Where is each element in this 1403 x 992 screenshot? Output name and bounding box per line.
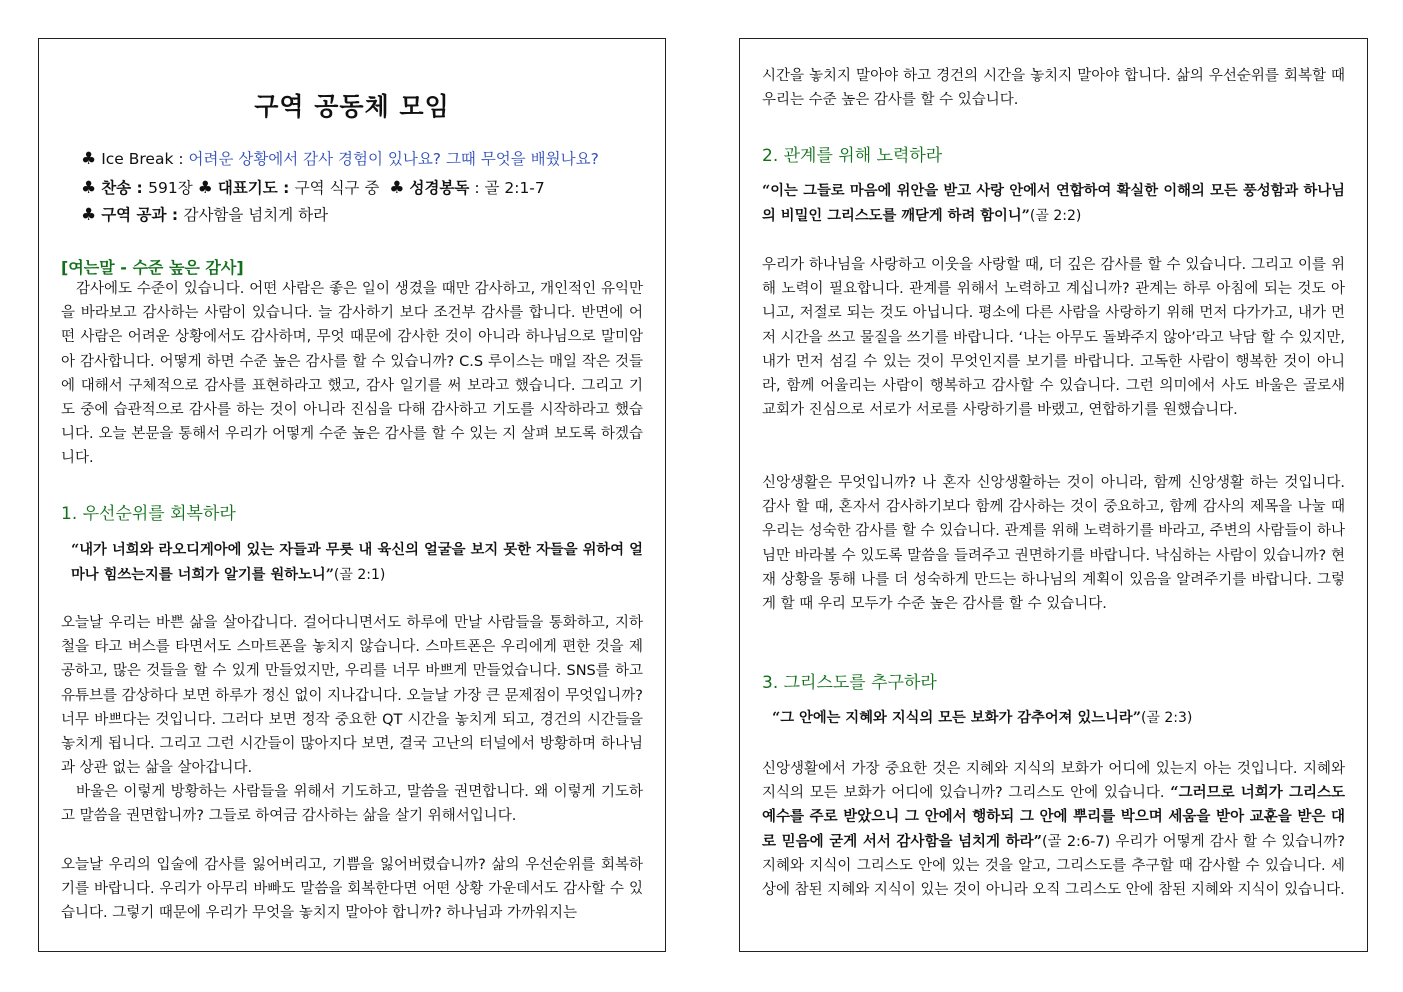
section-2-heading: 2. 관계를 위해 노력하라 bbox=[762, 146, 943, 166]
page-title: 구역 공동체 모임 bbox=[254, 92, 450, 121]
section-2-quote-ref: (골 2:2) bbox=[1029, 207, 1082, 224]
hymn-value: 591장 bbox=[148, 179, 193, 197]
section-1-quote-text: “내가 너희와 라오디게아에 있는 자들과 무릇 내 육신의 얼굴을 보지 못한 자들을 위하여 얼마나 힘쓰는지를 너희가 알기를 원하노니” bbox=[71, 542, 643, 583]
left-page-content bbox=[61, 39, 643, 951]
section-2-quote bbox=[762, 179, 1345, 228]
section-1-quote-ref: (골 2:1) bbox=[333, 566, 386, 583]
section-2-paragraph-2: 신앙생활은 무엇입니까? 나 혼자 신앙생활하는 것이 아니라, 함께 신앙생활 하는 것입니다. 감사 할 때, 혼자서 감사하기보다 함께 감사하는 것이 중요하고, 함께 감사의 제목을 나눌 때 우리는 성숙한 감사를 할 수 있습니다. 관계를 위해 노력하기를 바라고, 주변의 사람들이 하나님만 바라볼 수 있도록 말씀을 들려주고 권면하기를 바랍니다. 낙심하는 사람이 있습니까? 현재 상황을 통해 나를 더 성숙하게 만드는 하나님의 계획이 있음을 알려주기를 바랍니다. 그렇게 할 때 우리 모두가 수준 높은 감사를 할 수 있습니다. bbox=[762, 475, 1345, 613]
club-icon: ♣ bbox=[197, 178, 213, 198]
reading-label: 성경봉독 bbox=[409, 179, 470, 197]
lesson-line bbox=[81, 203, 328, 225]
lesson-value: 감사함을 넘치게 하라 bbox=[183, 206, 329, 224]
hymn-label: 찬송 : bbox=[101, 179, 149, 197]
icebreak-label: Ice Break bbox=[101, 150, 174, 168]
prayer-label: 대표기도 : bbox=[217, 179, 295, 197]
section-1-heading: 1. 우선순위를 회복하라 bbox=[61, 504, 236, 524]
lesson-label: 구역 공과 : bbox=[101, 206, 184, 224]
section-3-paragraph bbox=[762, 757, 1345, 902]
icebreak-line bbox=[81, 147, 599, 169]
section-3-text-a: 신앙생활에서 가장 중요한 것은 지혜와 지식의 보화가 어디에 있는지 아는 것입니다. 지혜와 지식의 모든 보화가 어디에 있습니까? 그리스도 안에 있습니다. bbox=[762, 761, 1345, 802]
section-2-quote-text: “이는 그들로 마음에 위안을 받고 사랑 안에서 연합하여 확실한 이해의 모든 풍성함과 하나님의 비밀인 그리스도를 깨닫게 하려 함이니” bbox=[762, 183, 1345, 224]
right-page-content bbox=[762, 39, 1345, 951]
opening-heading: [여는말 - 수준 높은 감사] bbox=[61, 258, 244, 277]
right-page bbox=[739, 38, 1368, 952]
section-1-paragraph-1: 오늘날 우리는 바쁜 삶을 살아갑니다. 걸어다니면서도 하루에 만날 사람들을 통화하고, 지하철을 타고 버스를 타면서도 스마트폰을 놓치지 않습니다. 스마트폰은 우리에게 편한 것을 제공하고, 많은 것들을 할 수 있게 만들었지만, 우리를 너무 바쁘게 만들었습니다. SNS를 하고 유튜브를 감상하다 보면 하루가 정신 없이 지나갑니다. 오늘날 가장 큰 문제점이 무엇입니까? 너무 바쁘다는 것입니다. 그러다 보면 정작 중요한 QT 시간을 놓치게 되고, 경건의 시간들을 놓치게 됩니다. 그리고 그런 시간들이 많아지다 보면, 결국 고난의 터널에서 방황하며 하나님과 상관 없는 삶을 살아갑니다. bbox=[61, 615, 643, 777]
worship-info-line bbox=[81, 176, 545, 198]
club-icon: ♣ bbox=[81, 205, 97, 225]
club-icon: ♣ bbox=[81, 178, 97, 198]
prayer-value: 구역 식구 중 bbox=[294, 179, 380, 197]
section-3-quote-text: “그 안에는 지혜와 지식의 모든 보화가 감추어져 있느니라” bbox=[772, 710, 1141, 726]
section-3-quote bbox=[772, 706, 1345, 731]
section-1-quote bbox=[71, 538, 643, 587]
left-page bbox=[38, 38, 666, 952]
icebreak-question: 어려운 상황에서 감사 경험이 있나요? 그때 무엇을 배웠나요? bbox=[188, 150, 599, 168]
club-icon: ♣ bbox=[81, 149, 97, 169]
reading-value: : 골 2:1-7 bbox=[469, 179, 545, 197]
section-3-quote-ref: (골 2:3) bbox=[1140, 710, 1193, 726]
club-icon: ♣ bbox=[389, 178, 405, 198]
section-1-paragraph-2: 바울은 이렇게 방황하는 사람들을 위해서 기도하고, 말씀을 권면합니다. 왜 이렇게 기도하고 말씀을 권면합니까? 그들로 하여금 감사하는 삶을 살기 위해서입니다. bbox=[61, 784, 643, 825]
section-1-paragraph-3: 오늘날 우리의 입술에 감사를 잃어버리고, 기쁨을 잃어버렸습니까? 삶의 우선순위를 회복하기를 바랍니다. 우리가 아무리 바빠도 말씀을 회복한다면 어떤 상황 가운데서도 감사할 수 있습니다. 그렇기 때문에 우리가 무엇을 놓치지 말아야 합니까? 하나님과 가까워지는 bbox=[61, 857, 643, 922]
section-2-paragraph-1: 우리가 하나님을 사랑하고 이웃을 사랑할 때, 더 깊은 감사를 할 수 있습니다. 그리고 이를 위해 노력이 필요합니다. 관계를 위해서 노력하고 계십니까? 관계는 하루 아침에 되는 것도 아니고, 저절로 되는 것도 아닙니다. 평소에 다른 사람을 사랑하기 위해 먼저 다가가고, 내가 먼저 시간을 쓰고 물질을 쓰기를 바랍니다. ‘나는 아무도 돌봐주지 않아’라고 낙담 할 수 있지만, 내가 먼저 섬길 수 있는 것이 무엇인지를 보기를 바랍니다. 고독한 사람이 행복한 것이 아니라, 함께 어울리는 사람이 행복하고 감사할 수 있습니다. 그런 의미에서 사도 바울은 골로새 교회가 진심으로 서로가 서로를 사랑하기를 바랬고, 연합하기를 원했습니다. bbox=[762, 257, 1345, 419]
section-3-heading: 3. 그리스도를 추구하라 bbox=[762, 673, 937, 693]
opening-paragraph: 감사에도 수준이 있습니다. 어떤 사람은 좋은 일이 생겼을 때만 감사하고, 개인적인 유익만을 바라보고 감사하는 사람이 있습니다. 늘 감사하기 보다 조건부 감사를 합니다. 반면에 어떤 사람은 어려운 상황에서도 감사하며, 무엇 때문에 감사한 것이 아니라 하나님으로 말미암아 감사합니다. 어떻게 하면 수준 높은 감사를 할 수 있습니까? C.S 루이스는 매일 작은 것들에 대해서 구체적으로 감사를 표현하라고 했고, 감사 일기를 써 보라고 했습니다. 그리고 기도 중에 습관적으로 감사를 하는 것이 아니라 진심을 다해 감사하고 기도를 시작하라고 했습니다. 오늘 본문을 통해서 우리가 어떻게 수준 높은 감사를 할 수 있는 지 살펴 보도록 하겠습니다. bbox=[61, 281, 643, 467]
icebreak-separator: : bbox=[173, 150, 189, 168]
section-3-inline-quote: “그러므로 너희가 그리스도 예수를 주로 받았으니 그 안에서 행하되 그 안에 뿌리를 박으며 세움을 받아 교훈을 받은 대로 믿음에 굳게 서서 감사함을 넘치게 하라” bbox=[762, 784, 1346, 850]
continued-paragraph: 시간을 놓치지 말아야 하고 경건의 시간을 놓치지 말아야 합니다. 삶의 우선순위를 회복할 때 우리는 수준 높은 감사를 할 수 있습니다. bbox=[762, 68, 1345, 109]
section-3-text-b: (골 2:6-7) 우리가 어떻게 감사 할 수 있습니까? 지혜와 지식이 그리스도 안에 있는 것을 알고, 그리스도를 추구할 때 감사할 수 있습니다. 세상에 참된 지혜와 지식이 있는 것이 아니라 오직 그리스도 안에 참된 지혜와 지식이 있습니다. bbox=[762, 833, 1345, 899]
